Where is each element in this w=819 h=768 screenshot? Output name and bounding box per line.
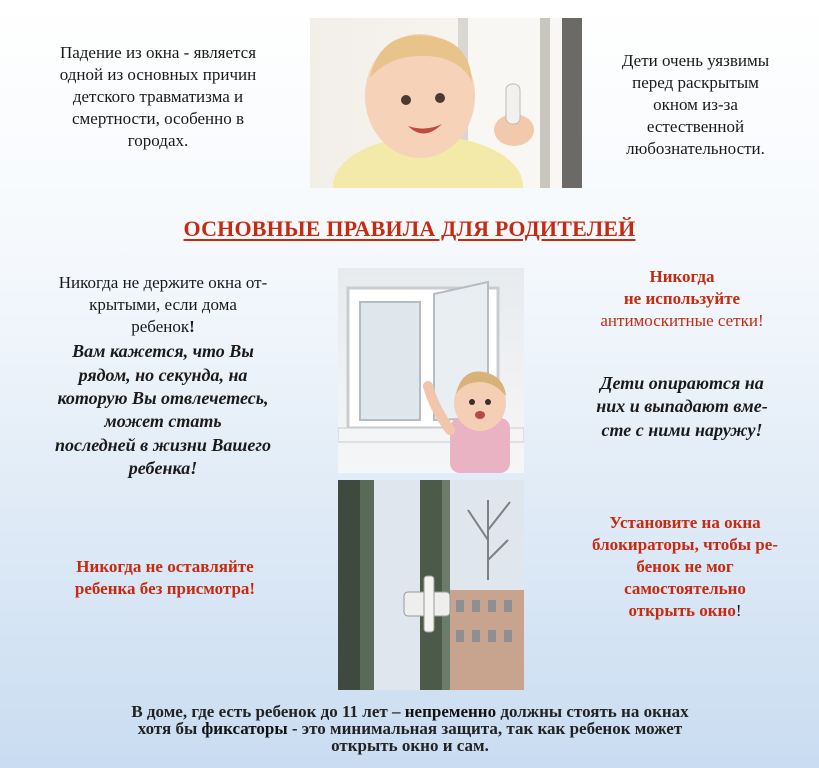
intro-right-line: окном из-за [653,95,738,115]
bottom-line: открыть окно и сам. [331,736,489,755]
child-at-window-photo [310,18,582,188]
intro-right-line: Дети очень уязвимы [621,51,770,70]
rule-supervision [20,556,310,600]
bottom-text: - это минимальная защита, так как ребенок может [287,719,683,738]
warning-line: Дети опираются на [600,373,764,393]
rule-line [560,600,810,622]
intro-left-line: городах. [127,131,189,151]
warning-line: рядом, но секунда, на [78,364,248,385]
rule-line-text: ребенок [131,317,190,337]
rule-line [8,316,318,338]
rule-open-windows [8,272,318,481]
intro-right-text [588,50,803,160]
window-lock-photo [338,480,524,690]
bottom-text: хотя бы [137,719,202,738]
warning-line: сте с ними наружу! [601,419,763,440]
rule-line: ребенка без присмотра! [74,579,256,599]
rule-mosquito-nets [548,266,816,332]
bottom-text: В доме, где есть ребенок до 11 лет – [131,702,405,721]
warning-line: может стать [104,411,222,432]
bottom-line [30,703,790,720]
intro-left-line: Падение из окна - является [59,43,257,62]
intro-right-line: перед раскрытым [632,73,759,93]
bottom-text: должны стоять на окнах [496,702,689,721]
rule-mark: ! [189,317,195,337]
rule-line: Никогда не оставляйте [76,557,254,576]
warning-line: последней в жизни Вашего [54,434,272,455]
intro-right-line: естественной [646,117,745,137]
intro-left-line: смертности, особенно в [71,109,245,129]
warning-line: которую Вы отвлечетесь, [57,388,269,409]
warning-line: них и выпадают вме- [596,396,768,417]
rule-line-text: открыть окно [628,601,736,621]
rule-line: бенок не мог [636,557,734,577]
warning-line: ребенка! [128,458,198,479]
rule-line: Никогда [649,267,715,286]
rule-line: не используйте [623,289,741,309]
rule-mark: ! [735,601,742,621]
rule-warning [8,340,318,480]
rule-line: Никогда не держите окна от- [58,273,268,292]
bottom-notice [30,703,790,754]
intro-left-line: одной из основных причин [59,65,257,85]
bottom-emphasis: непременно [404,702,497,721]
bottom-emphasis: фиксаторы [201,719,288,738]
rule-line: Установите на окна [609,513,761,532]
rule-line: антимоскитные сетки! [600,311,764,331]
rule-line: блокираторы, чтобы ре- [592,535,778,555]
intro-left-line: детского травматизма и [72,87,244,107]
bottom-line [30,720,790,737]
warning-line: Вам кажется, что Вы [72,341,254,362]
open-window-child-photo [338,268,524,473]
rule-line: крытыми, если дома [89,295,237,315]
rule-nets-warning [548,372,816,442]
rule-line: самостоятельно [624,579,746,599]
intro-right-line: любознательности. [626,139,765,159]
page-title: ОСНОВНЫЕ ПРАВИЛА ДЛЯ РОДИТЕЛЕЙ [183,216,636,241]
rule-blockers [560,512,810,622]
intro-left-text [18,42,298,152]
